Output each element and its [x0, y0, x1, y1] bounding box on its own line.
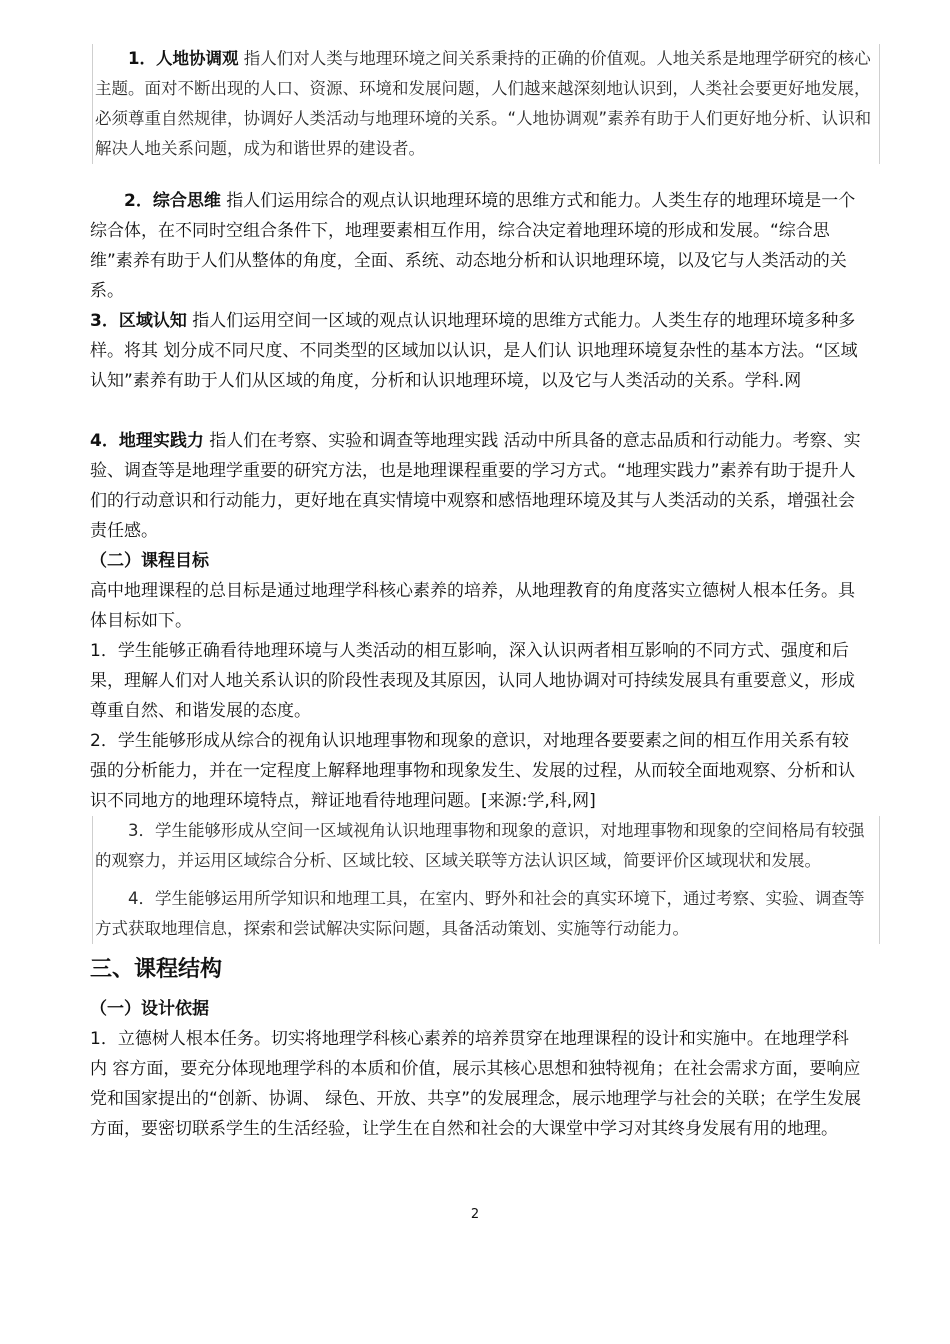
paragraph-comprehensive-thinking [90, 186, 865, 306]
section-3-heading: 三、课程结构 [90, 957, 223, 982]
goal-4: 4．学生能够运用所学知识和地理工具，在室内、野外和社会的真实环境下，通过考察、实验、调查等方式获取地理信息，探索和尝试解决实际问题，具备活动策划、实施等行动能力。 [95, 889, 865, 938]
item-3-text: 指人们运用空间一区域的观点认识地理环境的思维方式能力。人类生存的地理环境多种多样。将其 划分成不同尺度、不同类型的区域加以认识，是人们认 识地理环境复杂性的基本方法。“区域认知”素养有助于人们从区域的角度，分析和认识地理环境，以及它与人类活动的关系。学科.网 [90, 311, 858, 391]
item-2-title: 2．综合思维 [124, 191, 221, 211]
goal-2: 2．学生能够形成从综合的视角认识地理事物和现象的意识，对地理各要要素之间的相互作用关系有较强的分析能力，并在一定程度上解释地理事物和现象发生、发展的过程，从而较全面地观察、分析和认识不同地方的地理环境特点，辩证地看待地理问题。[来源:学,科,网] [90, 731, 855, 811]
paragraph-regional-cognition [90, 306, 865, 396]
design-basis-heading: （一）设计依据 [90, 999, 209, 1019]
item-1-text: 指人们对人类与地理环境之间关系秉持的正确的价值观。人地关系是地理学研究的核心主题。面对不断出现的人口、资源、环境和发展问题，人们越来越深刻地认识到，人类社会要更好地发展，必须尊重自然规律，协调好人类活动与地理环境的关系。“人地协调观”素养有助于人们更好地分析、认识和解决人地关系问题，成为和谐世界的建设者。 [95, 49, 872, 158]
goal-3: 3．学生能够形成从空间一区域视角认识地理事物和现象的意识，对地理事物和现象的空间格局有较强的观察力，并运用区域综合分析、区域比较、区域关联等方法认识区域，简要评价区域现状和发展。 [95, 821, 865, 870]
page-number: 2 [470, 1207, 480, 1222]
design-basis-section [90, 994, 865, 1144]
course-goals-heading: （二）课程目标 [90, 551, 209, 571]
scanned-paragraph-human-earth [92, 44, 880, 164]
course-goals-section [90, 546, 865, 816]
goal-1: 1．学生能够正确看待地理环境与人类活动的相互影响，深入认识两者相互影响的不同方式、强度和后果，理解人们对人地关系认识的阶段性表现及其原因，认同人地协调对可持续发展具有重要意义，形成尊重自然、和谐发展的态度。 [90, 641, 855, 721]
item-2-text: 指人们运用综合的观点认识地理环境的思维方式和能力。人类生存的地理环境是一个综合体，在不同时空组合条件下，地理要素相互作用，综合决定着地理环境的形成和发展。“综合思维”素养有助于人们从整体的角度，全面、系统、动态地分析和认识地理环境，以及它与人类活动的关系。 [90, 191, 856, 301]
item-4-text: 指人们在考察、实验和调查等地理实践 活动中所具备的意志品质和行动能力。考察、实验、调查等是地理学重要的研究方法，也是地理课程重要的学习方式。“地理实践力”素养有助于提升人们的行动意识和行动能力，更好地在真实情境中观察和感悟地理环境及其与人类活动的关系，增强社会责任感。 [90, 431, 861, 541]
scanned-goals-3-4 [92, 816, 880, 944]
item-4-title: 4．地理实践力 [90, 431, 204, 451]
course-goals-intro: 高中地理课程的总目标是通过地理学科核心素养的培养，从地理教育的角度落实立德树人根本任务。具体目标如下。 [90, 581, 855, 631]
item-1-title: 1．人地协调观 [128, 49, 239, 68]
item-3-title: 3．区域认知 [90, 311, 187, 331]
paragraph-geographic-practice [90, 426, 865, 546]
design-basis-paragraph-1: 1．立德树人根本任务。切实将地理学科核心素养的培养贯穿在地理课程的设计和实施中。在地理学科内 容方面，要充分体现地理学科的本质和价值，展示其核心思想和独特视角；在社会需求方面，要响应党和国家提出的“创新、协调、 绿色、开放、共享”的发展理念，展示地理学与社会的关联；在学生发展方面，要密切联系学生的生活经验，让学生在自然和社会的大课堂中学习对其终身发展有用的地理。 [90, 1029, 862, 1139]
